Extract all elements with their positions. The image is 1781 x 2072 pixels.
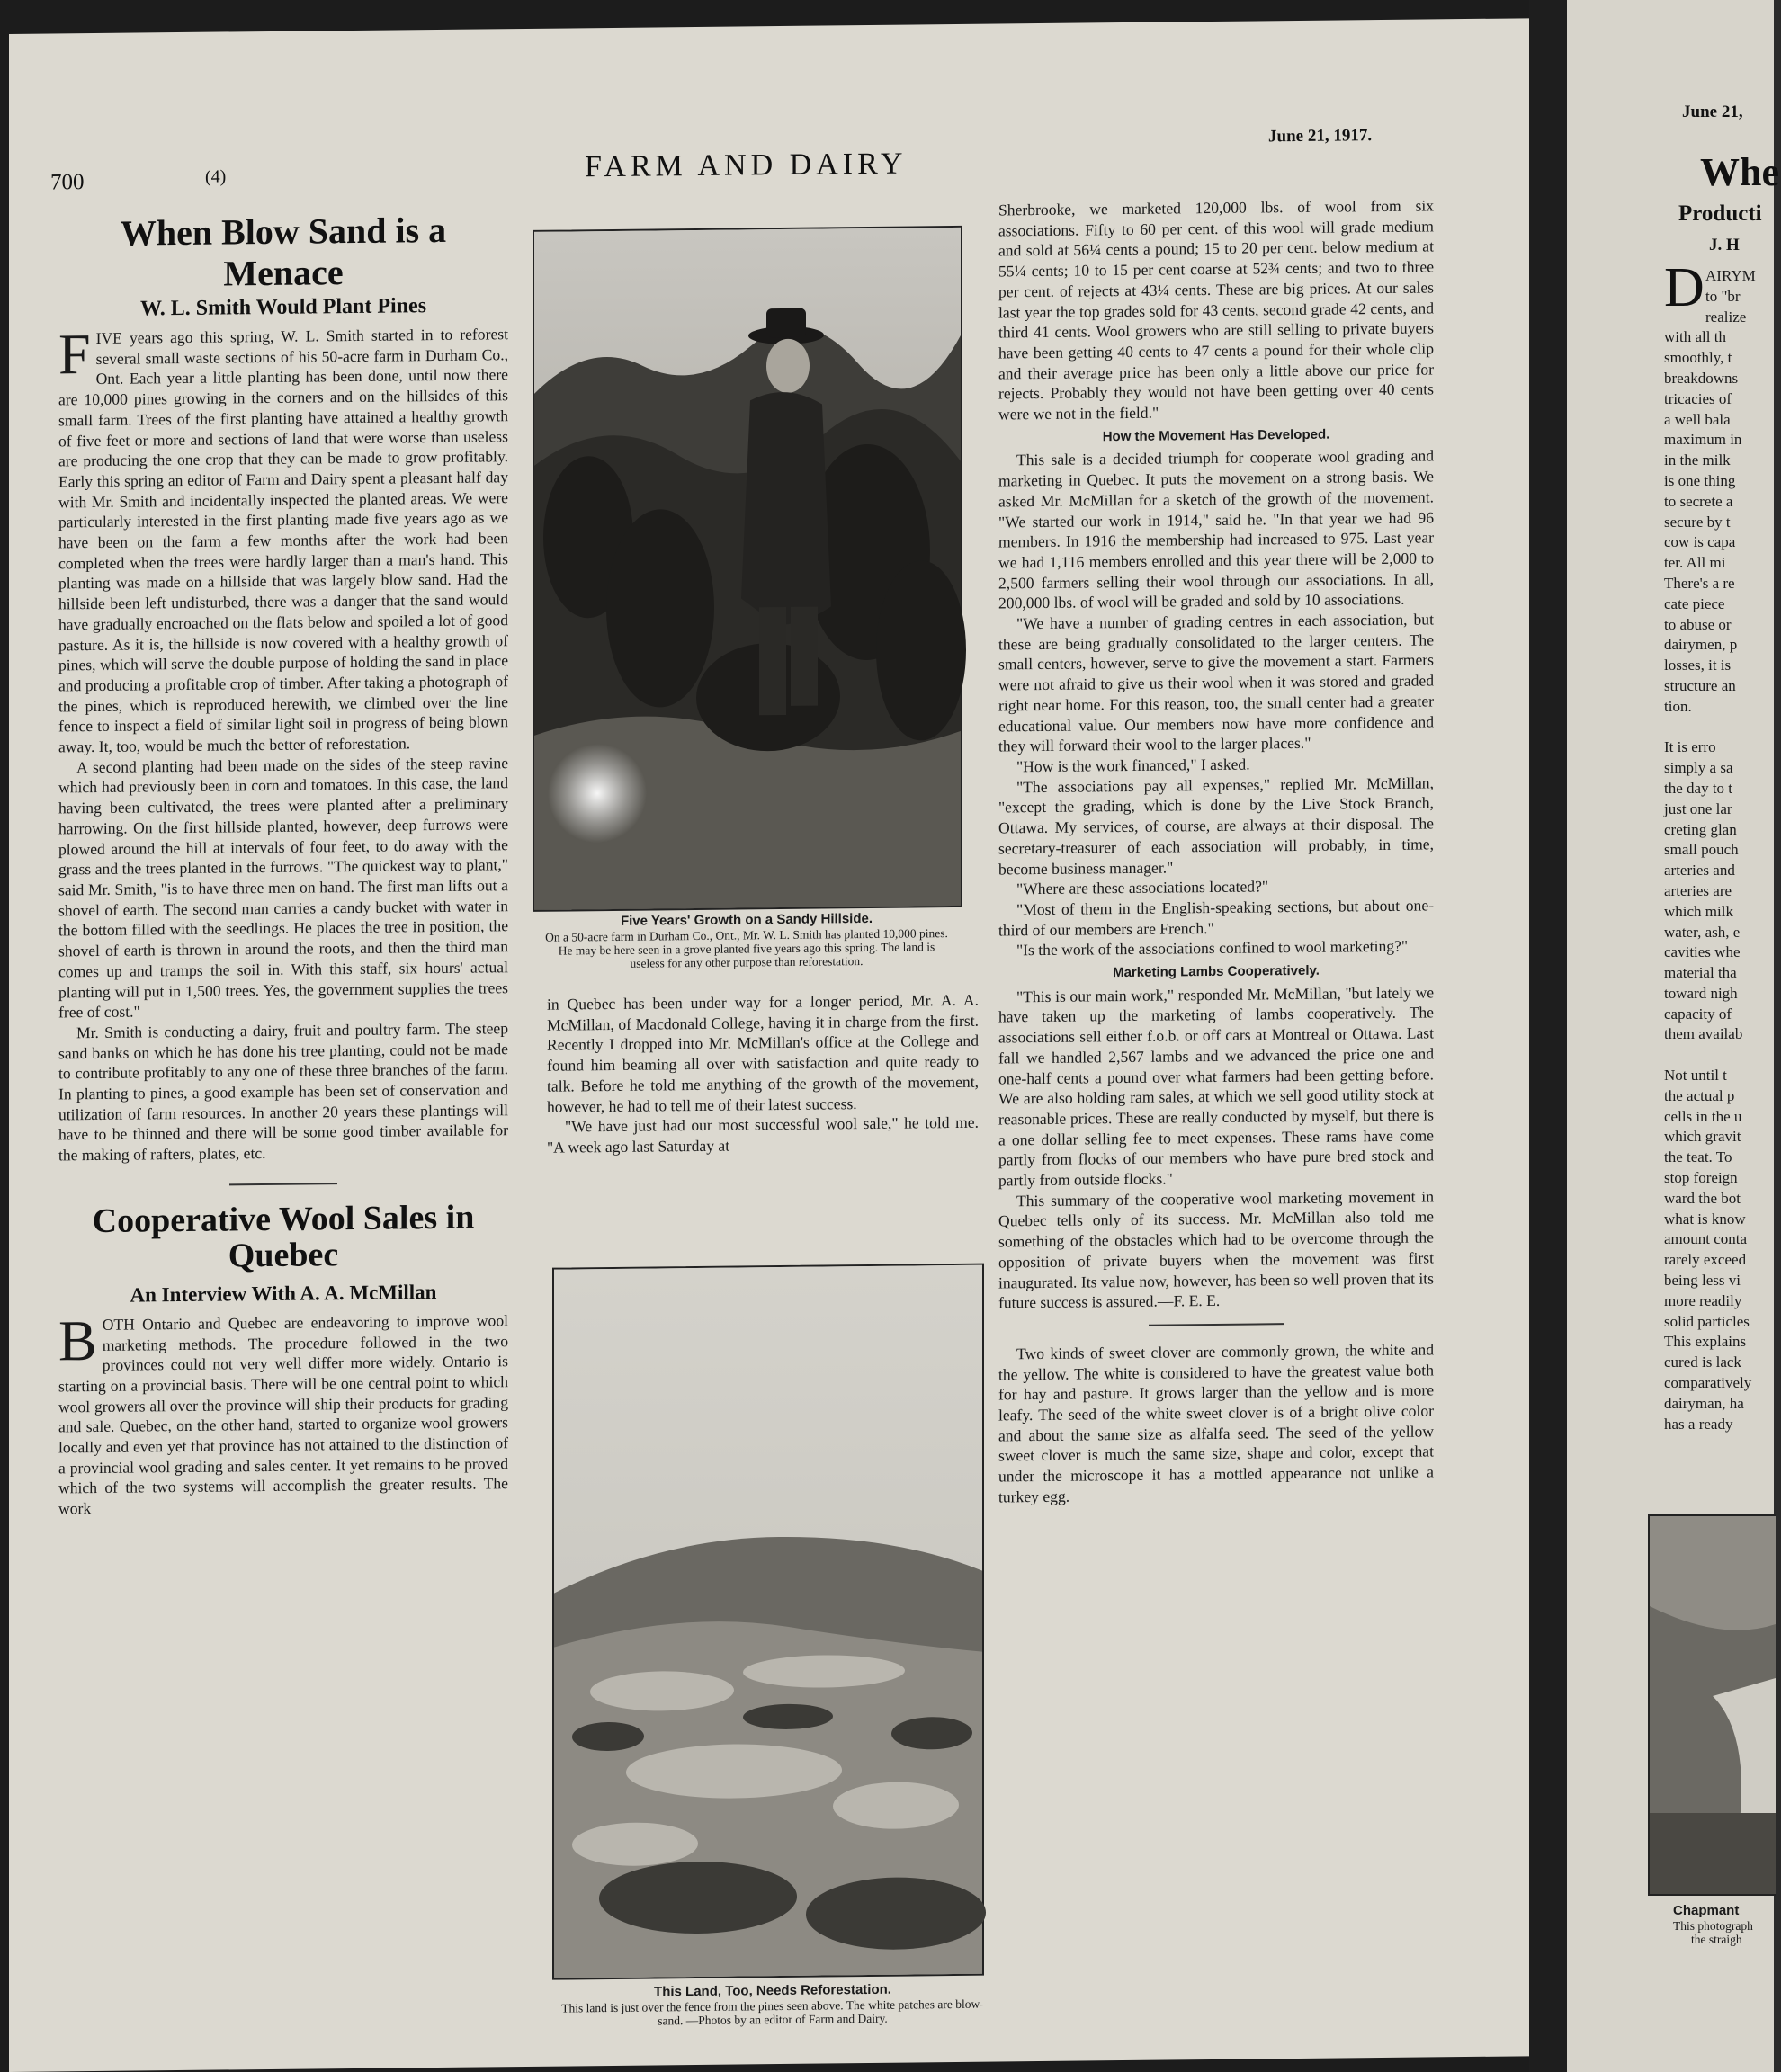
- facing-page-photo-image: [1650, 1516, 1776, 1894]
- text-line: to abuse or: [1664, 615, 1732, 633]
- page-gutter: [1529, 0, 1567, 2072]
- text-line: cow is capa: [1664, 533, 1736, 551]
- column-rule: [229, 1183, 337, 1185]
- text-line: AIRYM: [1705, 267, 1756, 284]
- text-line: rarely exceed: [1664, 1251, 1747, 1269]
- text-line: material tha: [1664, 964, 1737, 982]
- text-line: capacity of: [1664, 1005, 1732, 1023]
- facing-page: [1567, 0, 1779, 2072]
- text-line: This explains: [1664, 1333, 1747, 1351]
- paragraph: IVE years ago this spring, W. L. Smith started in to reforest several small waste sections of his 50-acre farm in Durham Co., Ont. Each year a little planting has been done, until now there are 10,000 pines growing in the corners and on the hillsides of this small farm. Trees of the first planting have attained a healthy growth of five feet or more and sections of land that were worse than useless are producing the one crop that they can be made to grow profitably. Early this spring an editor of Farm and Dairy spent a pleasant half day with Mr. Smith and incidentally inspected the planted areas. We were particularly interested in the first planting made five years ago as we have been on the farm a few months after the work had been completed when the trees were hardly larger than a man's hand. This planting was made on a hillside that was largely blow sand. Had the hillside been left undisturbed, there was a danger that the sand would have gradually encroached on the flats below and spoiled a lot of good pasture. As it is, the hillside is now covered with a healthy growth of pines, which will serve the double purpose of holding the sand in place and producing a profitable crop of timber. After taking a photograph of the pines, which is reproduced herewith, we climbed over the line fence to inspect a field of similar light soil in progress of being blown away. It, too, would be much the better of reforestation.: [58, 325, 508, 756]
- page-number: 700: [50, 170, 85, 195]
- paragraph: Mr. Smith is conducting a dairy, fruit and poultry farm. The steep sand banks on which he has done his tree planting, could not be made to contribute profitably to any one of these three branches of the farm. In planting to pines, a good example has been set of conservation and utilization of farm resources. In another 20 years these plantings will have to be thinned and there will be some good timber available for the making of rafters, plates, etc.: [58, 1019, 508, 1165]
- text-line: the teat. To: [1664, 1148, 1732, 1166]
- text-line: a well bala: [1664, 410, 1731, 428]
- section-number: (4): [205, 166, 227, 187]
- caption-title: Five Years' Growth on a Sandy Hillside.: [620, 910, 873, 929]
- text-line: to secrete a: [1664, 492, 1733, 510]
- text-line: in the milk: [1664, 451, 1731, 469]
- paragraph: Sherbrooke, we marketed 120,000 lbs. of wool from six associations. Fifty to 60 per cent. of this wool will grade medium and sold at 56¼ cents a pound; 15 to 20 per cent. below medium at 55¼ cents; 10 to 15 per cent coarse at 52¾ cents; and two to three per cent. of rejects at 43¼ cents. These are big prices. At our sales last year the top grades sold for 43 cents, second grade 42 cents, and third 41 cents. Wool growers who are still selling to private buyers have been getting 40 cents to 47 cents a pound for their whole clip and their average price has been only a little above our price for rejects. Probably they would not have been getting over 40 cents were we not in the field.": [998, 196, 1434, 424]
- text-line: is one thing: [1664, 471, 1736, 489]
- text-line: smoothly, t: [1664, 349, 1732, 367]
- text-line: what is know: [1664, 1210, 1746, 1228]
- text-line: small pouch: [1664, 841, 1739, 859]
- drop-cap: B: [58, 1308, 97, 1373]
- facing-page-byline: J. H: [1709, 236, 1740, 255]
- title-line: Cooperative Wool Sales in: [92, 1198, 475, 1240]
- text-line: to "br: [1705, 287, 1741, 305]
- text-line: simply a sa: [1664, 759, 1733, 777]
- paragraph: OTH Ontario and Quebec are endeavoring to improve wool marketing methods. The procedure followed in the two provinces could not very well differ more widely. Ontario is starting on a provincial basis. There will be one central point to which wool growers all over the province will ship their products for grading and sale. Quebec, on the other hand, started to organize wool growers locally and even yet that province has not attained to the distinction of a provincial wool grading and sales center. It yet remains to be proved which of the two systems will accomplish the greater results. The work: [58, 1311, 508, 1518]
- text-line: being less vi: [1664, 1272, 1741, 1290]
- text-line: cavities whe: [1664, 943, 1741, 961]
- photo-pine-grove-image: [534, 228, 961, 910]
- paragraph: A second planting had been made on the sides of the steep ravine which had previously been in corn and tomatoes. In this case, the land having been cultivated, the trees were planted after a preliminary harrowing. On the first hillside planted, however, deep furrows were plowed around the hill at intervals of four feet, to do away with the grass and the trees planted in the furrows. "The quickest way to plant," said Mr. Smith, "is to have three men on hand. The first man lifts out a shovel of earth. The second man carries a candy bucket with water in the bottom filled with the seedlings. He places the tree in position, the shovel of earth is thrown in around the roots, and then the third man comes up and tramps the soil in. With this staff, six hours' actual planting will put in 1,500 trees. Yes, the government supplies the trees free of cost.": [58, 753, 508, 1022]
- facing-page-caption: [1673, 1903, 1781, 1946]
- section-heading: Marketing Lambs Cooperatively.: [1113, 962, 1320, 981]
- facing-page-title: Whe: [1700, 150, 1779, 194]
- text-line: creting glan: [1664, 820, 1737, 838]
- text-line: more readily: [1664, 1291, 1742, 1309]
- caption-body: This photograph: [1673, 1919, 1753, 1933]
- facing-page-drop-cap: D: [1664, 257, 1705, 318]
- facing-page-photo: [1648, 1514, 1776, 1896]
- photo-blow-sand-land: [552, 1264, 984, 1980]
- article-column-2: [547, 990, 979, 1158]
- text-line: realize: [1705, 308, 1747, 326]
- caption-title: This Land, Too, Needs Reforestation.: [654, 1981, 891, 2000]
- paragraph: "Where are these associations located?": [1016, 877, 1269, 898]
- article-column-1: [58, 209, 508, 1519]
- article-subtitle: W. L. Smith Would Plant Pines: [139, 294, 427, 321]
- paragraph: This summary of the cooperative wool marketing movement in Quebec tells only of its success. Mr. McMillan also told me something of the obstacles which had to be overcome through the opposition of private buyers when the movement was first inaugurated. Its value now, however, has been so well proven that its future success is assured.—F. E. E.: [998, 1187, 1434, 1312]
- photo-pine-grove: [533, 226, 962, 912]
- article-title: When Blow Sand is a Menace: [120, 209, 447, 294]
- masthead: FARM AND DAIRY: [585, 147, 908, 184]
- text-line: arteries are: [1664, 881, 1732, 899]
- caption-body: This land is just over the fence from the pines seen above. The white patches are blow-sand. —Photos by an editor of Farm and Dairy.: [561, 1996, 984, 2028]
- article-column-3: [998, 195, 1434, 1507]
- text-line: dairymen, p: [1664, 636, 1738, 654]
- text-line: losses, it is: [1664, 656, 1732, 674]
- text-line: water, ash, e: [1664, 923, 1741, 941]
- paragraph: "We have just had our most successful wool sale," he told me. "A week ago last Saturday at: [547, 1112, 979, 1157]
- text-line: comparatively: [1664, 1374, 1752, 1392]
- article-title: [58, 1199, 508, 1275]
- text-line: [1664, 718, 1765, 738]
- paragraph: in Quebec has been under way for a longer period, Mr. A. A. McMillan, of Macdonald College, having it in charge from the first. Recently I dropped into Mr. McMillan's office at the College and found him beaming all over with satisfaction and quite ready to talk. Before he told me anything of the growth of the movement, however, he had to tell me of their latest success.: [547, 990, 979, 1116]
- column-rule: [1149, 1323, 1284, 1326]
- text-line: the day to t: [1664, 779, 1733, 797]
- photo-caption: [554, 1981, 991, 2029]
- text-line: There's a re: [1664, 574, 1735, 592]
- text-line: has a ready: [1664, 1415, 1733, 1433]
- newspaper-page: [9, 18, 1538, 2072]
- title-line: Quebec: [228, 1235, 339, 1275]
- facing-page-text: [1664, 266, 1765, 1434]
- text-line: cells in the u: [1664, 1107, 1742, 1125]
- issue-date: June 21, 1917.: [1268, 126, 1373, 147]
- text-line: which milk: [1664, 902, 1733, 920]
- paragraph: "Is the work of the associations confined to wool marketing?": [1016, 937, 1409, 960]
- paragraph: "We have a number of grading centres in each association, but these are being gradually consolidated to the larger centers. The small centers, however, serve to give the movement a start. Farmers were not afraid to give us their wool when it was stored and graded right near home. For this reason, too, the small center had a greater educational value. Our members now have more confidence and they will forward their wool to the larger places.": [998, 610, 1434, 755]
- text-line: [1664, 1045, 1765, 1066]
- caption-body: On a 50-acre farm in Durham Co., Ont., Mr. W. L. Smith has planted 10,000 pines. He may be here seen in a grove planted five years ago this spring. The land is useless for any other purpose than reforestation.: [545, 926, 948, 970]
- article-subtitle: An Interview With A. A. McMillan: [130, 1280, 437, 1307]
- text-line: dairyman, ha: [1664, 1394, 1744, 1412]
- text-line: the actual p: [1664, 1086, 1735, 1104]
- text-line: amount conta: [1664, 1230, 1748, 1248]
- text-line: tricacies of: [1664, 389, 1732, 407]
- text-line: tion.: [1664, 697, 1692, 715]
- text-line: structure an: [1664, 676, 1736, 694]
- drop-cap: F: [58, 322, 91, 387]
- photo-blow-sand-image: [554, 1265, 982, 1978]
- text-line: cured is lack: [1664, 1353, 1741, 1371]
- text-line: just one lar: [1664, 799, 1732, 817]
- text-line: secure by t: [1664, 513, 1731, 531]
- paragraph: Two kinds of sweet clover are commonly grown, the white and the yellow. The white is considered to have the greatest value both for hay and pasture. It grows larger than the yellow and is more leafy. The seed of the white sweet clover is of a bright olive color and about the same size as alfalfa seed. The seed of the yellow sweet clover is much the same size, shape and color, except that under the microscope it has a mottled appearance not unlike a turkey egg.: [998, 1340, 1434, 1506]
- text-line: It is erro: [1664, 738, 1716, 756]
- paragraph: "This is our main work," responded Mr. McMillan, "but lately we have taken up the marketing of lambs cooperatively. The associations sell either f.o.b. or off cars at Montreal or Ottawa. Last fall we handled 2,567 lambs and we advanced the price one and one-half cents a pound over what farmers had been getting before. We are also holding ram sales, at which we sell good utility stock at reasonable prices. These are really conducted by myself, but there is a one dollar selling fee to meet expenses. These rams have come partly from flocks of our members who have pure bred stock and partly from outside flocks.": [998, 983, 1434, 1190]
- paragraph: "The associations pay all expenses," replied Mr. McMillan, "except the grading, which is done by the Live Stock Branch, Ottawa. My services, of course, are always at their disposal. The secretary-treasurer of each association will probably, in time, become business manager.": [998, 773, 1434, 878]
- paragraph: This sale is a decided triumph for cooperate wool grading and marketing in Quebec. It puts the movement on a strong basis. We asked Mr. McMillan for a sketch of the growth of the movement. "We started our work in 1914," said he. "In that year we had 96 members. In 1916 the membership had increased to 975. Last year we had 1,116 members enrolled and this year there will be 2,000 to 2,500 farmers selling their wool through our associations. In all, 200,000 lbs. of wool will be graded and sold by 10 associations.: [998, 446, 1434, 612]
- text-line: stop foreign: [1664, 1169, 1738, 1187]
- facing-page-date: June 21,: [1682, 103, 1743, 121]
- text-line: breakdowns: [1664, 369, 1739, 387]
- text-line: with all th: [1664, 328, 1726, 346]
- text-line: ter. All mi: [1664, 554, 1726, 572]
- facing-page-subtitle: Producti: [1678, 201, 1762, 226]
- text-line: solid particles: [1664, 1312, 1750, 1330]
- paragraph: "How is the work financed," I asked.: [1016, 755, 1250, 776]
- text-line: ward the bot: [1664, 1189, 1741, 1207]
- photo-caption: [540, 910, 953, 971]
- text-line: maximum in: [1664, 431, 1742, 449]
- text-line: cate piece: [1664, 594, 1725, 612]
- text-line: them availab: [1664, 1025, 1743, 1043]
- text-line: which gravit: [1664, 1128, 1741, 1146]
- caption-title: Chapmant: [1673, 1903, 1740, 1918]
- text-line: Not until t: [1664, 1067, 1727, 1085]
- text-line: toward nigh: [1664, 984, 1738, 1002]
- section-heading: How the Movement Has Developed.: [1102, 426, 1330, 445]
- caption-body: the straigh: [1691, 1933, 1742, 1946]
- paragraph: "Most of them in the English-speaking sections, but about one-third of our members are French.": [998, 896, 1434, 940]
- text-line: arteries and: [1664, 862, 1735, 880]
